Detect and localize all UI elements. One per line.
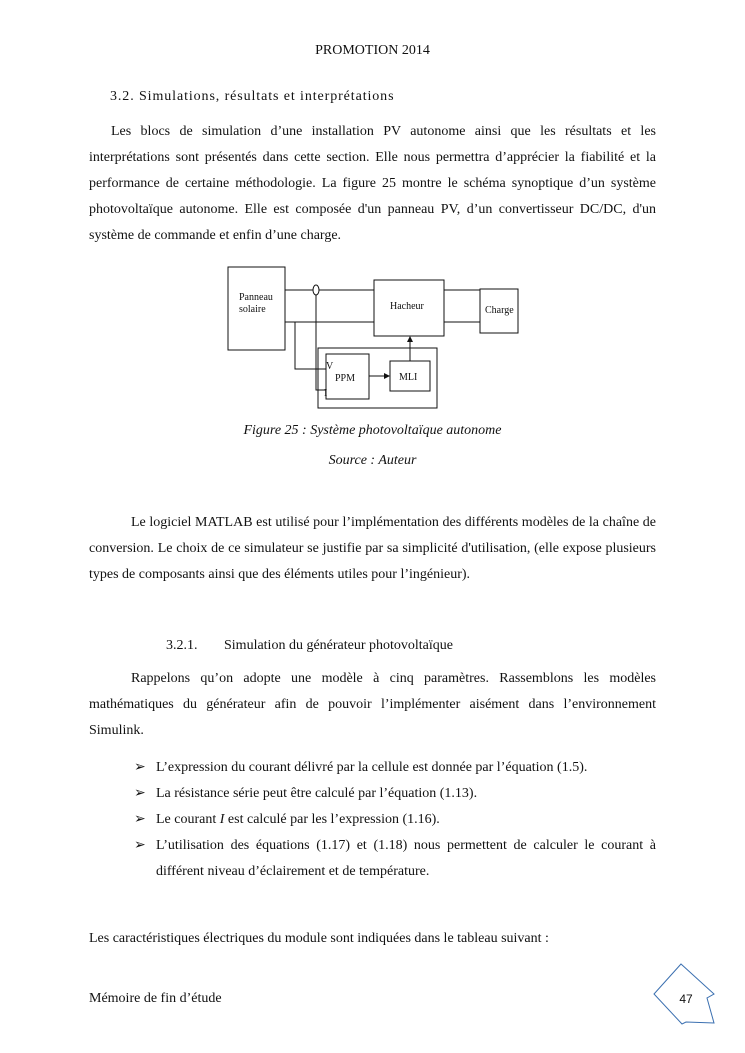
table-intro-text: Les caractéristiques électriques du module sont indiquées dans le tableau suivant : — [89, 931, 549, 946]
hacheur-label: Hacheur — [390, 301, 424, 312]
footer-text: Mémoire de fin d’étude — [89, 991, 222, 1006]
mli-label: MLI — [399, 372, 418, 383]
list-item: ➢ L’expression du courant délivré par la cellule est donnée par l’équation (1.5). — [134, 755, 656, 781]
rappel-paragraph: Rappelons qu’on adopte une modèle à cinq paramètres. Rassemblons les modèles mathématiques du générateur afin de pouvoir l’implémenter aisément dans l’environnement Simulink. — [89, 671, 656, 738]
page-number: 47 — [679, 992, 693, 1006]
arrow-bullet-icon: ➢ — [134, 786, 146, 801]
ppm-label: PPM — [335, 373, 356, 384]
pv-system-diagram — [224, 262, 522, 412]
i-label: I — [324, 388, 328, 399]
charge-label: Charge — [485, 305, 514, 316]
list-item: ➢ Le courant I est calculé par les l’expression (1.16). — [134, 807, 656, 833]
panel-label-line1: Panneau — [239, 292, 273, 303]
arrow-bullet-icon: ➢ — [134, 838, 146, 853]
subsection-number: 3.2.1. — [166, 638, 198, 653]
figure-caption: Figure 25 : Système photovoltaïque autonome — [243, 423, 502, 438]
panel-label-line2: solaire — [239, 304, 266, 315]
list-item: ➢ L’utilisation des équations (1.17) et (1.18) nous permettent de calculer le courant à différent niveau d’éclairement et de température. — [134, 833, 656, 885]
page-header: PROMOTION 2014 — [315, 43, 430, 58]
arrow-bullet-icon: ➢ — [134, 812, 146, 827]
arrow-bullet-icon: ➢ — [134, 760, 146, 775]
v-label: V — [326, 361, 334, 372]
section-title: 3.2. Simulations, résultats et interprétations — [110, 89, 395, 104]
subsection-title: Simulation du générateur photovoltaïque — [224, 638, 454, 653]
equation-list — [134, 755, 656, 885]
figure-source: Source : Auteur — [328, 453, 417, 468]
intro-paragraph: Les blocs de simulation d’une installation PV autonome ainsi que les résultats et les interprétations sont présentés dans cette section. Elle nous permettra d’apprécier la fiabilité et la performance de certaine méthodologie. La figure 25 montre le schéma synoptique d’un système photovoltaïque autonome. Elle est composée d'un panneau PV, d’un convertisseur DC/DC, d'un système de commande et enfin d’une charge. — [89, 124, 656, 243]
subsection-heading — [166, 638, 453, 654]
list-item: ➢ La résistance série peut être calculé par l’équation (1.13). — [134, 781, 656, 807]
matlab-paragraph: Le logiciel MATLAB est utilisé pour l’implémentation des différents modèles de la chaîne de conversion. Le choix de ce simulateur se justifie par sa simplicité d'utilisation, (elle expose plusieurs types de composants ainsi que des éléments utiles pour l’ingénieur). — [89, 515, 656, 582]
